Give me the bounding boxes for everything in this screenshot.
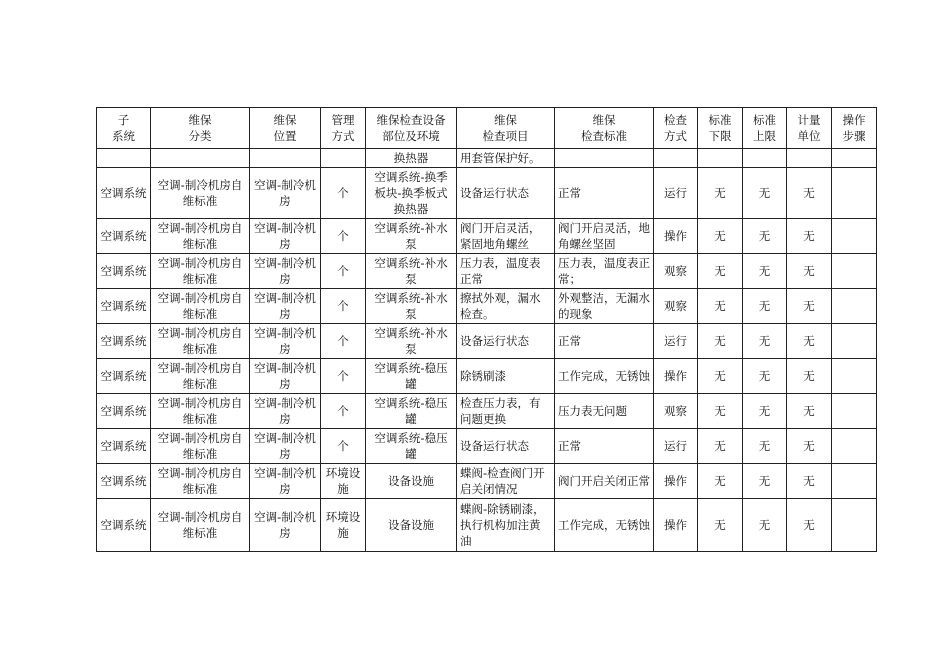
header-check-standard: 维保 检查标准	[555, 108, 654, 149]
table-cell: 无	[698, 254, 743, 289]
table-cell: 无	[743, 359, 787, 394]
table-cell: 无	[743, 394, 787, 429]
table-cell: 观察	[654, 254, 698, 289]
table-cell	[832, 254, 877, 289]
table-cell: 阀门开启灵活，紧固地角螺丝	[457, 219, 555, 254]
table-cell	[832, 219, 877, 254]
table-cell: 操作	[654, 359, 698, 394]
table-cell: 空调系统-补水泵	[366, 219, 457, 254]
table-cell: 运行	[654, 429, 698, 464]
table-cell: 个	[321, 324, 366, 359]
table-cell	[321, 149, 366, 168]
table-cell: 空调-制冷机房	[250, 219, 321, 254]
table-cell: 空调系统-稳压罐	[366, 394, 457, 429]
table-row	[97, 429, 877, 464]
table-cell: 无	[698, 499, 743, 552]
table-cell: 环境设施	[321, 464, 366, 499]
table-cell: 空调-制冷机房自维标准	[151, 394, 250, 429]
table-cell: 蝶阀-除锈刷漆，执行机构加注黄油	[457, 499, 555, 552]
table-cell: 工作完成，无锈蚀	[555, 359, 654, 394]
table-cell: 空调-制冷机房	[250, 289, 321, 324]
table-cell: 无	[698, 394, 743, 429]
table-cell: 无	[787, 219, 832, 254]
table-cell	[832, 499, 877, 552]
table-cell: 正常	[555, 324, 654, 359]
table-cell: 空调-制冷机房	[250, 429, 321, 464]
table-cell: 运行	[654, 168, 698, 219]
table-cell: 个	[321, 254, 366, 289]
table-row	[97, 254, 877, 289]
table-cell: 空调-制冷机房自维标准	[151, 464, 250, 499]
table-cell: 空调-制冷机房自维标准	[151, 254, 250, 289]
table-cell: 空调系统	[97, 254, 151, 289]
table-cell: 阀门开启关闭正常	[555, 464, 654, 499]
table-cell: 无	[743, 324, 787, 359]
table-cell: 无	[787, 254, 832, 289]
table-cell: 空调系统	[97, 168, 151, 219]
header-upper-limit: 标准 上限	[743, 108, 787, 149]
table-cell: 蝶阀-检查阀门开启关闭情况	[457, 464, 555, 499]
table-cell: 无	[698, 289, 743, 324]
table-cell: 观察	[654, 394, 698, 429]
table-cell: 空调-制冷机房	[250, 499, 321, 552]
header-check-method: 检查 方式	[654, 108, 698, 149]
table-cell: 空调-制冷机房自维标准	[151, 359, 250, 394]
table-cell	[250, 149, 321, 168]
table-cell	[654, 149, 698, 168]
table-cell: 个	[321, 394, 366, 429]
table-cell: 压力表无问题	[555, 394, 654, 429]
table-cell	[151, 149, 250, 168]
header-lower-limit: 标准 下限	[698, 108, 743, 149]
header-unit: 计量 单位	[787, 108, 832, 149]
table-row	[97, 168, 877, 219]
table-cell: 压力表，温度表正常	[457, 254, 555, 289]
table-cell	[97, 149, 151, 168]
header-check-item: 维保 检查项目	[457, 108, 555, 149]
table-cell: 工作完成，无锈蚀	[555, 499, 654, 552]
table-cell: 空调-制冷机房	[250, 359, 321, 394]
table-cell: 空调系统-换季板块-换季板式换热器	[366, 168, 457, 219]
table-cell: 无	[787, 394, 832, 429]
table-cell	[832, 289, 877, 324]
table-cell: 空调-制冷机房自维标准	[151, 499, 250, 552]
table-cell: 空调系统	[97, 219, 151, 254]
table-cell: 操作	[654, 219, 698, 254]
table-cell: 运行	[654, 324, 698, 359]
table-cell: 空调-制冷机房	[250, 464, 321, 499]
table-cell	[832, 168, 877, 219]
table-cell: 无	[787, 499, 832, 552]
header-management: 管理 方式	[321, 108, 366, 149]
table-cell: 无	[743, 254, 787, 289]
table-cell: 空调系统-补水泵	[366, 289, 457, 324]
header-location: 维保 位置	[250, 108, 321, 149]
table-cell: 无	[787, 359, 832, 394]
table-cell	[832, 394, 877, 429]
table-cell: 无	[698, 359, 743, 394]
table-cell: 空调系统	[97, 359, 151, 394]
header-equipment: 维保检查设备 部位及环境	[366, 108, 457, 149]
table-cell: 无	[698, 168, 743, 219]
table-cell: 空调系统	[97, 324, 151, 359]
table-cell: 外观整洁，无漏水的现象	[555, 289, 654, 324]
table-cell: 无	[743, 219, 787, 254]
table-cell	[832, 429, 877, 464]
table-cell: 观察	[654, 289, 698, 324]
table-cell: 空调系统	[97, 289, 151, 324]
table-cell	[698, 149, 743, 168]
header-steps: 操作 步骤	[832, 108, 877, 149]
table-cell: 个	[321, 219, 366, 254]
table-cell	[787, 149, 832, 168]
table-cell: 空调系统-补水泵	[366, 254, 457, 289]
table-cell: 空调-制冷机房自维标准	[151, 324, 250, 359]
table-cell: 设备设施	[366, 499, 457, 552]
table-cell: 设备设施	[366, 464, 457, 499]
table-cell: 无	[787, 289, 832, 324]
table-cell: 操作	[654, 464, 698, 499]
table-cell: 无	[743, 168, 787, 219]
table-cell: 压力表，温度表正常；	[555, 254, 654, 289]
table-cell: 阀门开启灵活，地角螺丝坚固	[555, 219, 654, 254]
table-cell: 空调-制冷机房自维标准	[151, 219, 250, 254]
maintenance-standard-table	[96, 107, 877, 552]
table-cell: 正常	[555, 429, 654, 464]
header-category: 维保 分类	[151, 108, 250, 149]
table-cell: 空调-制冷机房自维标准	[151, 168, 250, 219]
table-cell: 空调系统	[97, 464, 151, 499]
table-cell: 设备运行状态	[457, 429, 555, 464]
table-row	[97, 289, 877, 324]
table-cell: 擦拭外观，漏水检查。	[457, 289, 555, 324]
table-cell: 无	[743, 464, 787, 499]
table-cell: 用套管保护好。	[457, 149, 555, 168]
table-row	[97, 464, 877, 499]
table-cell: 个	[321, 359, 366, 394]
table-cell: 空调系统	[97, 429, 151, 464]
table-cell: 环境设施	[321, 499, 366, 552]
table-cell: 无	[698, 219, 743, 254]
table-row	[97, 499, 877, 552]
table-cell: 检查压力表，有问题更换	[457, 394, 555, 429]
table-cell: 空调-制冷机房	[250, 254, 321, 289]
table-cell: 除锈刷漆	[457, 359, 555, 394]
table-cell	[832, 149, 877, 168]
header-subsystem: 子 系统	[97, 108, 151, 149]
table-row	[97, 324, 877, 359]
table-header-row	[97, 108, 877, 149]
table-cell: 无	[743, 429, 787, 464]
table-cell: 空调系统-稳压罐	[366, 359, 457, 394]
table-row	[97, 359, 877, 394]
table-cell: 空调-制冷机房	[250, 394, 321, 429]
table-cell: 无	[698, 464, 743, 499]
table-cell: 正常	[555, 168, 654, 219]
table-cell: 无	[743, 499, 787, 552]
table-cell: 设备运行状态	[457, 324, 555, 359]
table-cell	[832, 359, 877, 394]
table-row	[97, 394, 877, 429]
table-cell: 无	[698, 429, 743, 464]
table-cell: 空调-制冷机房	[250, 324, 321, 359]
table-cell: 空调系统-稳压罐	[366, 429, 457, 464]
table-cell: 空调系统-补水泵	[366, 324, 457, 359]
table-cell: 无	[743, 289, 787, 324]
table-row	[97, 219, 877, 254]
table-cell: 无	[787, 168, 832, 219]
table-cell: 空调系统	[97, 499, 151, 552]
table-cell	[832, 324, 877, 359]
table-cell: 个	[321, 289, 366, 324]
table-cell: 个	[321, 429, 366, 464]
table-cell: 操作	[654, 499, 698, 552]
table-cell: 无	[787, 464, 832, 499]
table-cell: 空调-制冷机房自维标准	[151, 289, 250, 324]
table-cell: 空调系统	[97, 394, 151, 429]
table-cell	[832, 464, 877, 499]
table-cell: 个	[321, 168, 366, 219]
table-cell	[743, 149, 787, 168]
table-cell: 空调-制冷机房自维标准	[151, 429, 250, 464]
table-cell: 换热器	[366, 149, 457, 168]
table-cell: 空调-制冷机房	[250, 168, 321, 219]
table-cell: 无	[698, 324, 743, 359]
table-cell: 无	[787, 429, 832, 464]
table-cell: 无	[787, 324, 832, 359]
table-cell	[555, 149, 654, 168]
continuation-row	[97, 149, 877, 168]
table-cell: 设备运行状态	[457, 168, 555, 219]
